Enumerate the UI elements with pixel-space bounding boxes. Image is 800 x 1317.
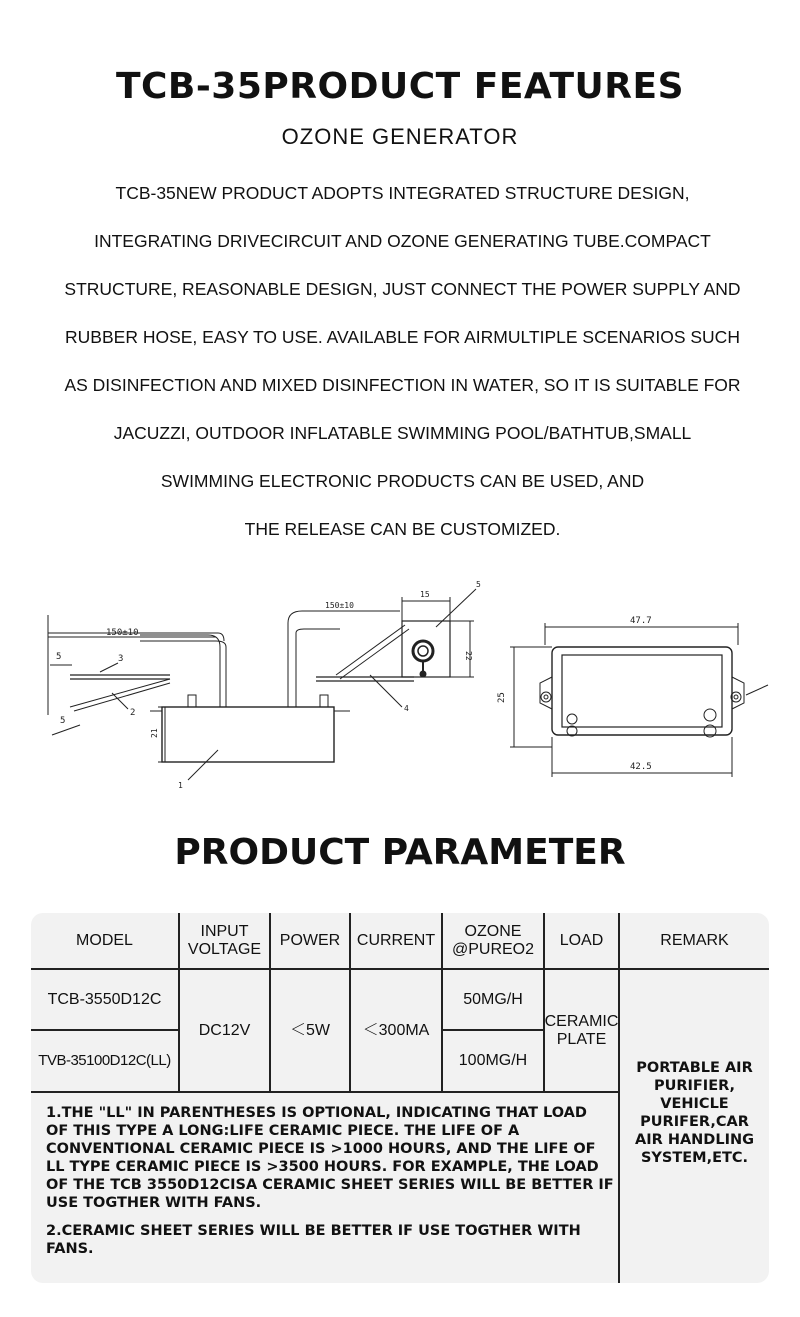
- load-value-line1: CERAMIC: [544, 1012, 619, 1030]
- description-line: THE RELEASE CAN BE CUSTOMIZED.: [244, 519, 561, 539]
- dim-22: 22: [464, 651, 473, 661]
- product-description: [40, 176, 765, 560]
- ozone-value: 100MG/H: [458, 1052, 528, 1069]
- dim-height-21: 21: [150, 728, 159, 738]
- dim-lead-left: 150±10: [106, 628, 139, 638]
- dim-5-top: 5: [56, 652, 62, 662]
- header-power: POWER: [279, 932, 341, 949]
- header-input-voltage-line1: INPUT: [200, 923, 249, 940]
- remark-value: PORTABLE AIR PURIFIER, VEHICLE PURIFER,CAR AIR HANDLING SYSTEM,ETC.: [634, 1060, 755, 1166]
- callout-2: 2: [130, 708, 136, 718]
- ozone-value: 50MG/H: [463, 990, 523, 1008]
- note-item: 1.THE "LL" IN PARENTHESES IS OPTIONAL, INDICATING THAT LOAD OF THIS TYPE A LONG:LIFE CERAMIC PIECE. THE LIFE OF A CONVENTIONAL CERAMIC PIECE IS >1000 HOURS, AND THE LIFE OF LL TYPE CERAMIC PIECE IS >3500 HOURS. FOR EXAMPLE, THE LOAD OF THE TCB 3550D12CISA CERAMIC SHEET SERIES WILL BE BETTER IF USE TOGTHER WITH FANS.: [46, 1105, 614, 1211]
- technical-drawing: [40, 575, 770, 795]
- model-cell: TCB-3550D12C: [47, 990, 162, 1008]
- description-line: TCB-35NEW PRODUCT ADOPTS INTEGRATED STRUCTURE DESIGN,: [115, 183, 690, 203]
- current-value: ＜300MA: [362, 1021, 430, 1039]
- callout-3: 3: [118, 654, 124, 664]
- model-cell: TVB-35100D12C(LL): [38, 1052, 171, 1069]
- header-ozone-line2: @PUREO2: [451, 941, 535, 958]
- header-ozone: [443, 913, 543, 969]
- dim-47-7: 47.7: [630, 616, 652, 626]
- description-line: SWIMMING ELECTRONIC PRODUCTS CAN BE USED, AND: [160, 471, 645, 491]
- description-line: JACUZZI, OUTDOOR INFLATABLE SWIMMING POOL/BATHTUB,SMALL: [113, 423, 692, 443]
- page-title: TCB-35PRODUCT FEATURES: [115, 66, 685, 107]
- power-value: ＜5W: [289, 1021, 330, 1039]
- load-value-line2: PLATE: [556, 1030, 607, 1048]
- callout-5: 5: [476, 580, 481, 589]
- input-voltage-value: DC12V: [198, 1021, 251, 1039]
- callout-4: 4: [404, 704, 409, 713]
- dim-25: 25: [497, 692, 507, 703]
- dim-lead-right: 150±10: [325, 601, 354, 610]
- note-item: 2.CERAMIC SHEET SERIES WILL BE BETTER IF USE TOGTHER WITH FANS.: [46, 1223, 581, 1257]
- description-line: AS DISINFECTION AND MIXED DISINFECTION IN WATER, SO IT IS SUITABLE FOR: [64, 375, 741, 395]
- header-ozone-line1: OZONE: [464, 923, 522, 940]
- parameter-notes: [46, 1104, 614, 1268]
- header-load: LOAD: [559, 932, 604, 949]
- header-model: MODEL: [76, 932, 133, 949]
- header-remark: REMARK: [660, 932, 729, 949]
- dim-5-bottom: 5: [60, 716, 66, 726]
- description-line: INTEGRATING DRIVECIRCUIT AND OZONE GENERATING TUBE.COMPACT: [94, 231, 711, 251]
- side-view: [48, 580, 481, 790]
- description-line: RUBBER HOSE, EASY TO USE. AVAILABLE FOR AIRMULTIPLE SCENARIOS SUCH: [65, 327, 740, 347]
- header-current: CURRENT: [356, 932, 436, 949]
- header-input-voltage-line2: VOLTAGE: [187, 941, 262, 958]
- callout-1: 1: [178, 781, 183, 790]
- top-view: [497, 616, 768, 777]
- dim-15: 15: [420, 590, 430, 599]
- load-value: [545, 970, 618, 1091]
- table-divider: [31, 1091, 619, 1093]
- page-subtitle: OZONE GENERATOR: [281, 124, 519, 149]
- description-line: STRUCTURE, REASONABLE DESIGN, JUST CONNECT THE POWER SUPPLY AND: [64, 279, 741, 299]
- dim-42-5: 42.5: [630, 762, 652, 772]
- parameter-title: PRODUCT PARAMETER: [174, 832, 626, 873]
- header-input-voltage: [180, 913, 269, 969]
